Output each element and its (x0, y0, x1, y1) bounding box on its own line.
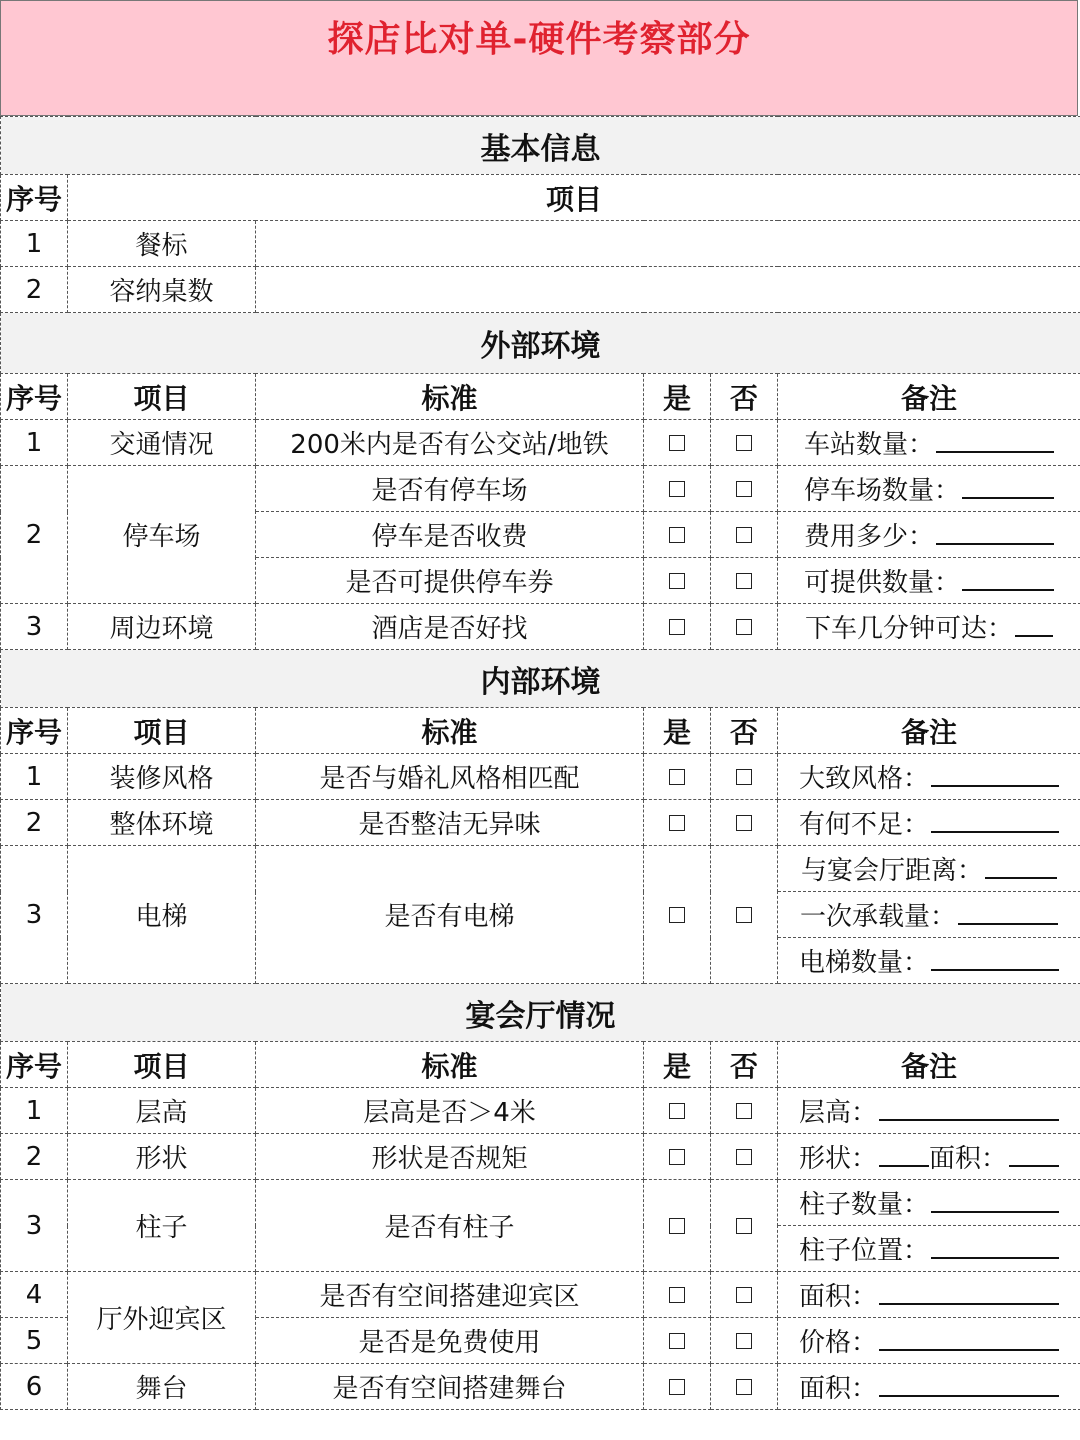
row-standard: 层高是否＞4米 (256, 1088, 644, 1134)
yes-checkbox-cell (644, 604, 711, 650)
no-checkbox[interactable] (736, 1333, 752, 1349)
row-standard: 是否有空间搭建迎宾区 (256, 1272, 644, 1318)
row-no: 2 (1, 466, 68, 604)
no-checkbox[interactable] (736, 1379, 752, 1395)
yes-checkbox-cell (644, 754, 711, 800)
no-checkbox-cell (711, 1180, 778, 1272)
yes-checkbox-cell (644, 558, 711, 604)
remark-cell (778, 420, 1080, 466)
header-yes: 是 (644, 374, 711, 420)
table-row (1, 846, 1080, 892)
table-row (1, 1272, 1080, 1318)
header-row (1, 708, 1080, 754)
remark-label-2: 面积： (929, 1144, 1008, 1174)
row-no: 6 (1, 1364, 68, 1410)
yes-checkbox[interactable] (669, 1333, 685, 1349)
header-standard: 标准 (256, 1042, 644, 1088)
row-no: 3 (1, 1180, 68, 1272)
remark-cell (778, 466, 1080, 512)
remark-blank[interactable] (936, 521, 1054, 545)
header-no-col: 否 (711, 708, 778, 754)
header-remark: 备注 (778, 374, 1080, 420)
remark-blank[interactable] (962, 475, 1054, 499)
row-no: 2 (1, 800, 68, 846)
row-no: 4 (1, 1272, 68, 1318)
remark-label: 价格： (799, 1328, 878, 1358)
yes-checkbox-cell (644, 1272, 711, 1318)
header-row (1, 374, 1080, 420)
row-standard: 是否有空间搭建舞台 (256, 1364, 644, 1410)
yes-checkbox-cell (644, 420, 711, 466)
yes-checkbox-cell (644, 1088, 711, 1134)
remark-blank[interactable] (985, 855, 1057, 879)
no-checkbox-cell (711, 754, 778, 800)
header-no-col: 否 (711, 1042, 778, 1088)
row-item: 柱子 (68, 1180, 256, 1272)
yes-checkbox[interactable] (669, 1103, 685, 1119)
row-no: 2 (1, 1134, 68, 1180)
remark-label: 大致风格： (799, 764, 930, 794)
section-title: 宴会厅情况 (1, 984, 1080, 1042)
remark-label: 可提供数量： (804, 568, 961, 598)
section-title: 内部环境 (1, 650, 1080, 708)
remark-blank[interactable] (879, 1373, 1059, 1397)
yes-checkbox[interactable] (669, 1218, 685, 1234)
no-checkbox-cell (711, 512, 778, 558)
row-standard: 是否可提供停车券 (256, 558, 644, 604)
header-no-col: 否 (711, 374, 778, 420)
value-field[interactable] (256, 267, 1080, 313)
row-item: 层高 (68, 1088, 256, 1134)
row-item: 厅外迎宾区 (68, 1272, 256, 1364)
no-checkbox-cell (711, 1088, 778, 1134)
no-checkbox-cell (711, 1318, 778, 1364)
header-row (1, 1042, 1080, 1088)
no-checkbox-cell (711, 800, 778, 846)
row-item: 舞台 (68, 1364, 256, 1410)
yes-checkbox[interactable] (669, 1379, 685, 1395)
table-row (1, 1364, 1080, 1410)
no-checkbox[interactable] (736, 435, 752, 451)
row-standard: 是否与婚礼风格相匹配 (256, 754, 644, 800)
yes-checkbox[interactable] (669, 619, 685, 635)
no-checkbox-cell (711, 420, 778, 466)
no-checkbox[interactable] (736, 527, 752, 543)
remark-label: 柱子位置： (799, 1236, 930, 1266)
yes-checkbox-cell (644, 1364, 711, 1410)
remark-cell (778, 938, 1080, 984)
remark-cell (778, 892, 1080, 938)
row-item: 周边环境 (68, 604, 256, 650)
remark-cell (778, 512, 1080, 558)
remark-cell (778, 846, 1080, 892)
yes-checkbox-cell (644, 846, 711, 984)
remark-label: 车站数量： (804, 430, 935, 460)
remark-blank[interactable] (931, 947, 1059, 971)
remark-label: 面积： (799, 1374, 878, 1404)
remark-label: 层高： (799, 1098, 878, 1128)
row-item: 餐标 (68, 221, 256, 267)
no-checkbox-cell (711, 466, 778, 512)
value-field[interactable] (256, 221, 1080, 267)
remark-label: 与宴会厅距离： (801, 856, 984, 886)
remark-blank[interactable] (931, 1189, 1059, 1213)
table-row (1, 604, 1080, 650)
remark-cell (778, 1364, 1080, 1410)
table-row (1, 221, 1080, 267)
remark-cell (778, 1088, 1080, 1134)
header-standard: 标准 (256, 374, 644, 420)
row-item: 容纳桌数 (68, 267, 256, 313)
remark-blank[interactable] (958, 901, 1058, 925)
remark-label: 有何不足： (799, 810, 930, 840)
row-item: 交通情况 (68, 420, 256, 466)
yes-checkbox[interactable] (669, 1287, 685, 1303)
remark-blank[interactable] (879, 1097, 1059, 1121)
yes-checkbox-cell (644, 800, 711, 846)
no-checkbox[interactable] (736, 769, 752, 785)
yes-checkbox-cell (644, 466, 711, 512)
yes-checkbox-cell (644, 512, 711, 558)
table-row (1, 1088, 1080, 1134)
no-checkbox[interactable] (736, 481, 752, 497)
row-no: 3 (1, 604, 68, 650)
remark-blank[interactable] (931, 1235, 1059, 1259)
section-interior (1, 650, 1080, 708)
yes-checkbox-cell (644, 1318, 711, 1364)
remark-label: 停车场数量： (804, 476, 961, 506)
yes-checkbox[interactable] (669, 815, 685, 831)
table-row (1, 420, 1080, 466)
no-checkbox[interactable] (736, 1218, 752, 1234)
yes-checkbox[interactable] (669, 907, 685, 923)
remark-cell (778, 754, 1080, 800)
table-row (1, 754, 1080, 800)
no-checkbox-cell (711, 558, 778, 604)
row-standard: 停车是否收费 (256, 512, 644, 558)
row-no: 1 (1, 754, 68, 800)
section-basic (1, 117, 1080, 175)
no-checkbox-cell (711, 1134, 778, 1180)
row-standard: 是否有柱子 (256, 1180, 644, 1272)
remark-cell (778, 1318, 1080, 1364)
no-checkbox[interactable] (736, 1287, 752, 1303)
row-item: 整体环境 (68, 800, 256, 846)
section-hall (1, 984, 1080, 1042)
remark-cell (778, 800, 1080, 846)
header-row (1, 175, 1080, 221)
remark-cell (778, 1226, 1080, 1272)
remark-blank[interactable] (931, 763, 1059, 787)
remark-blank[interactable] (936, 429, 1054, 453)
yes-checkbox[interactable] (669, 481, 685, 497)
row-standard: 是否有电梯 (256, 846, 644, 984)
remark-label: 电梯数量： (799, 948, 930, 978)
remark-cell (778, 558, 1080, 604)
row-standard: 酒店是否好找 (256, 604, 644, 650)
remark-label: 费用多少： (804, 522, 935, 552)
header-no: 序号 (1, 708, 68, 754)
yes-checkbox[interactable] (669, 573, 685, 589)
row-standard: 是否是免费使用 (256, 1318, 644, 1364)
no-checkbox-cell (711, 1272, 778, 1318)
checklist-table (0, 116, 1080, 1410)
yes-checkbox-cell (644, 1134, 711, 1180)
row-no: 2 (1, 267, 68, 313)
yes-checkbox[interactable] (669, 527, 685, 543)
row-standard: 是否整洁无异味 (256, 800, 644, 846)
row-standard: 200米内是否有公交站/地铁 (256, 420, 644, 466)
row-standard: 形状是否规矩 (256, 1134, 644, 1180)
yes-checkbox[interactable] (669, 769, 685, 785)
no-checkbox[interactable] (736, 1103, 752, 1119)
title-banner (0, 0, 1078, 116)
header-standard: 标准 (256, 708, 644, 754)
remark-cell (778, 1180, 1080, 1226)
row-standard: 是否有停车场 (256, 466, 644, 512)
no-checkbox[interactable] (736, 573, 752, 589)
table-row (1, 1180, 1080, 1226)
remark-cell (778, 1134, 1080, 1180)
header-yes: 是 (644, 708, 711, 754)
table-row (1, 466, 1080, 512)
no-checkbox[interactable] (736, 907, 752, 923)
no-checkbox-cell (711, 604, 778, 650)
row-no: 1 (1, 221, 68, 267)
remark-blank[interactable] (931, 809, 1059, 833)
row-no: 5 (1, 1318, 68, 1364)
remark-blank[interactable] (1015, 613, 1053, 637)
remark-label: 面积： (799, 1282, 878, 1312)
row-item: 停车场 (68, 466, 256, 604)
remark-label: 下车几分钟可达： (805, 614, 1014, 644)
remark-label: 形状： (799, 1144, 878, 1174)
no-checkbox[interactable] (736, 815, 752, 831)
table-row (1, 267, 1080, 313)
remark-blank-2[interactable] (1009, 1143, 1059, 1167)
row-item: 电梯 (68, 846, 256, 984)
header-no: 序号 (1, 1042, 68, 1088)
remark-blank[interactable] (962, 567, 1054, 591)
header-remark: 备注 (778, 1042, 1080, 1088)
no-checkbox-cell (711, 846, 778, 984)
remark-blank[interactable] (879, 1327, 1059, 1351)
header-no: 序号 (1, 175, 68, 221)
no-checkbox[interactable] (736, 619, 752, 635)
yes-checkbox[interactable] (669, 435, 685, 451)
section-title: 外部环境 (1, 313, 1080, 374)
remark-label: 一次承载量： (800, 902, 957, 932)
header-item: 项目 (68, 1042, 256, 1088)
header-no: 序号 (1, 374, 68, 420)
table-row (1, 1134, 1080, 1180)
header-item: 项目 (68, 708, 256, 754)
row-no: 1 (1, 420, 68, 466)
header-item: 项目 (68, 374, 256, 420)
remark-blank[interactable] (879, 1143, 929, 1167)
header-item: 项目 (68, 175, 1080, 221)
no-checkbox-cell (711, 1364, 778, 1410)
remark-cell (778, 604, 1080, 650)
row-item: 形状 (68, 1134, 256, 1180)
table-row (1, 800, 1080, 846)
remark-blank[interactable] (879, 1281, 1059, 1305)
row-no: 1 (1, 1088, 68, 1134)
yes-checkbox[interactable] (669, 1149, 685, 1165)
section-exterior (1, 313, 1080, 374)
row-no: 3 (1, 846, 68, 984)
page-title: 探店比对单-硬件考察部分 (327, 19, 751, 60)
remark-label: 柱子数量： (799, 1190, 930, 1220)
no-checkbox[interactable] (736, 1149, 752, 1165)
remark-cell (778, 1272, 1080, 1318)
header-yes: 是 (644, 1042, 711, 1088)
yes-checkbox-cell (644, 1180, 711, 1272)
row-item: 装修风格 (68, 754, 256, 800)
header-remark: 备注 (778, 708, 1080, 754)
section-title: 基本信息 (1, 117, 1080, 175)
